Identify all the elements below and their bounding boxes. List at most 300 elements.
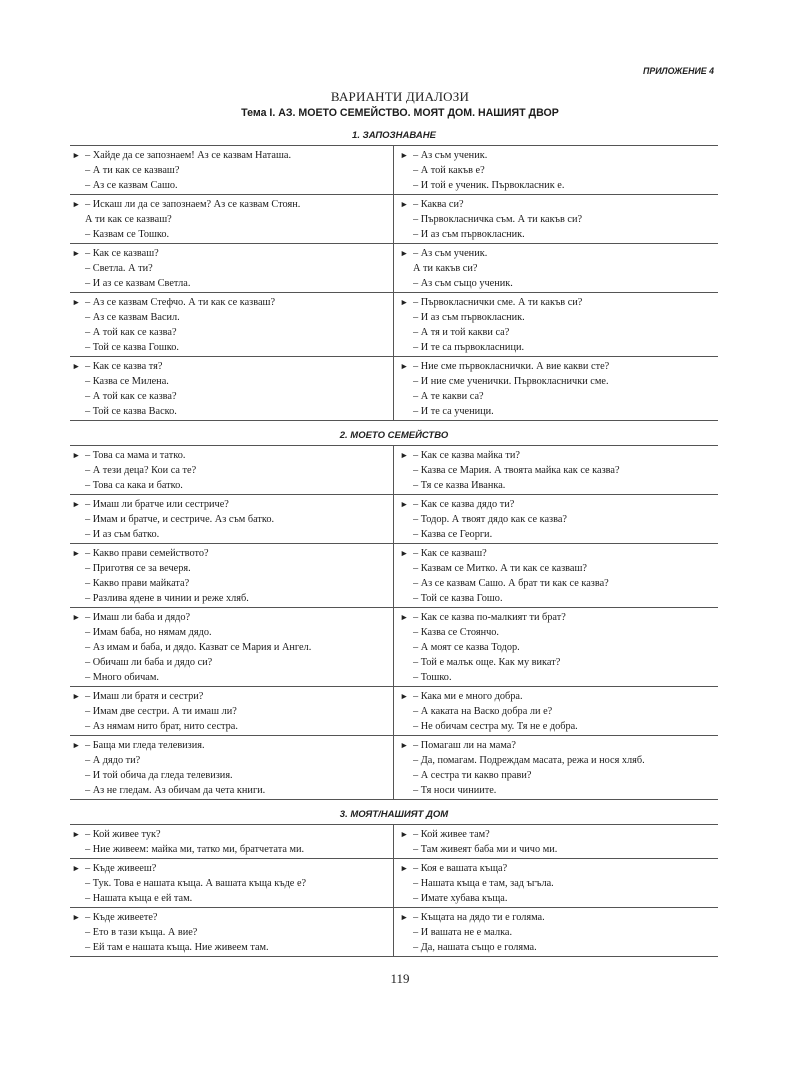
dialogue-line-text: – Кака ми е много добра. [413, 691, 523, 702]
dialogue-line-text: – Казва се Стоянчо. [413, 627, 499, 638]
indent-spacer [400, 389, 413, 404]
dialogue-line-text: – А те какви са? [413, 391, 484, 402]
dialogue-line [400, 389, 715, 404]
indent-spacer [400, 178, 413, 193]
dialogue-line-text: – Аз съм ученик. [413, 150, 488, 161]
dialogue-line-text: – Аз се казвам Сашо. А брат ти как се казва? [413, 578, 609, 589]
dialogue-line [72, 389, 390, 404]
dialogue-line-text: – Казвам се Митко. А ти как се казваш? [413, 563, 587, 574]
dialogue-line-text: – Той се казва Гошко. [85, 342, 179, 353]
dialogue-line [72, 310, 390, 325]
dialogue-line [72, 753, 390, 768]
play-triangle-icon: ► [400, 548, 409, 558]
dialogue-line [400, 576, 715, 591]
indent-spacer [400, 374, 413, 389]
dialogue-line [400, 374, 715, 389]
dialogue-line [72, 738, 390, 753]
dialogue-line-text: – Да, помагам. Подреждам масата, режа и нося хляб. [413, 755, 645, 766]
dialogue-line [400, 768, 715, 783]
dialogue-line-text: – Имаш ли баба и дядо? [85, 612, 191, 623]
dialogue-line-text: – А каката на Васко добра ли е? [413, 706, 553, 717]
dialogue-line [400, 561, 715, 576]
indent-spacer [72, 783, 85, 798]
dialogue-line-text: – Искаш ли да се запознаем? Аз се казвам Стоян. [85, 199, 301, 210]
indent-spacer [400, 891, 413, 906]
dialogue-cell-left [70, 608, 394, 686]
dialogue-line-text: – Там живеят баба ми и чичо ми. [413, 844, 558, 855]
dialogue-line-text: – И той обича да гледа телевизия. [85, 770, 233, 781]
play-triangle-icon: ► [400, 691, 409, 701]
dialogue-line-text: – Имам две сестри. А ти имаш ли? [85, 706, 237, 717]
dialogue-line-text: – Разлива ядене в чинии и реже хляб. [85, 593, 249, 604]
indent-spacer [72, 768, 85, 783]
dialogue-line [400, 325, 715, 340]
indent-spacer [400, 925, 413, 940]
indent-spacer [72, 670, 85, 685]
dialogue-line [400, 827, 715, 842]
play-triangle-icon: ► [72, 199, 81, 209]
dialogue-line-text: А ти какъв си? [413, 263, 478, 274]
play-triangle-icon: ► [400, 199, 409, 209]
dialogue-line-text: – Нашата къща е там, зад ъгъла. [413, 878, 554, 889]
dialogue-line [72, 261, 390, 276]
dialogue-line [400, 227, 715, 242]
dialogue-cell-left [70, 825, 394, 858]
dialogue-line-text: – Тя носи чиниите. [413, 785, 497, 796]
dialogue-line [72, 276, 390, 291]
dialogue-line-text: – Аз имам и баба, и дядо. Казват се Мария и Ангел. [85, 642, 312, 653]
dialogue-line-text: – И ние сме ученички. Първокласнички сме. [413, 376, 609, 387]
dialogue-line-text: – Казва се Милена. [85, 376, 169, 387]
dialogue-cell-right [394, 244, 718, 292]
play-triangle-icon: ► [400, 612, 409, 622]
dialogue-line-text: – Тошко. [413, 672, 452, 683]
dialogue-line [400, 610, 715, 625]
indent-spacer [400, 783, 413, 798]
dialogue-line [400, 640, 715, 655]
dialogue-line-text: – И аз съм батко. [85, 529, 160, 540]
play-triangle-icon: ► [400, 829, 409, 839]
dialogue-line [72, 925, 390, 940]
dialogue-cell-left [70, 446, 394, 494]
dialogue-line [72, 625, 390, 640]
play-triangle-icon: ► [400, 361, 409, 371]
dialogue-cell-left [70, 244, 394, 292]
dialogue-line [72, 359, 390, 374]
dialogue-cell-right [394, 357, 718, 420]
dialogue-cell-right [394, 608, 718, 686]
dialogue-line [72, 827, 390, 842]
dialogue-line-text: – Къде живееш? [85, 863, 157, 874]
dialogue-line-text: – Тук. Това е нашата къща. А вашата къща къде е? [85, 878, 307, 889]
dialogue-cell-right [394, 293, 718, 356]
dialogue-line-text: – Аз не гледам. Аз обичам да чета книги. [85, 785, 266, 796]
dialogue-line-text: – Обичаш ли баба и дядо си? [85, 657, 213, 668]
dialogue-line [72, 463, 390, 478]
dialogue-line [400, 261, 715, 276]
play-triangle-icon: ► [400, 499, 409, 509]
indent-spacer [72, 512, 85, 527]
dialogue-row [70, 736, 718, 800]
dialogue-cell-right [394, 736, 718, 799]
dialogue-line-text: – Ние живеем: майка ми, татко ми, братчетата ми. [85, 844, 305, 855]
indent-spacer [400, 625, 413, 640]
dialogue-row [70, 195, 718, 244]
indent-spacer [400, 876, 413, 891]
indent-spacer [72, 527, 85, 542]
dialogue-line [400, 163, 715, 178]
dialogue-line [72, 719, 390, 734]
dialogue-line [400, 861, 715, 876]
dialogue-line [400, 940, 715, 955]
dialogue-line [400, 295, 715, 310]
indent-spacer [400, 768, 413, 783]
section-title: 2. МОЕТО СЕМЕЙСТВО [70, 427, 718, 446]
indent-spacer [400, 212, 413, 227]
indent-spacer [400, 310, 413, 325]
indent-spacer [400, 163, 413, 178]
indent-spacer [400, 561, 413, 576]
dialogue-row [70, 825, 718, 859]
indent-spacer [400, 404, 413, 419]
dialogue-line-text: – Кой живее тук? [85, 829, 161, 840]
dialogue-line-text: – Имате хубава къща. [413, 893, 508, 904]
theme-title: Тема I. АЗ. МОЕТО СЕМЕЙСТВО. МОЯТ ДОМ. НАШИЯТ ДВОР [241, 107, 559, 119]
dialogue-line-text: – И аз съм първокласник. [413, 312, 525, 323]
indent-spacer [400, 325, 413, 340]
page-number: 119 [390, 971, 410, 986]
play-triangle-icon: ► [72, 361, 81, 371]
dialogue-cell-right [394, 146, 718, 194]
dialogue-cell-left [70, 195, 394, 243]
dialogue-line [72, 768, 390, 783]
dialogue-line-text: – А дядо ти? [85, 755, 141, 766]
dialogue-line-text: – Това са мама и татко. [85, 450, 186, 461]
page-title: ВАРИАНТИ ДИАЛОЗИ [330, 89, 470, 104]
dialogue-cell-right [394, 544, 718, 607]
dialogue-line-text: – Хайде да се запознаем! Аз се казвам Наташа. [85, 150, 292, 161]
play-triangle-icon: ► [72, 150, 81, 160]
indent-spacer [400, 753, 413, 768]
indent-spacer [72, 478, 85, 493]
dialogue-line-text: – И вашата не е малка. [413, 927, 513, 938]
dialogue-line-text: – Да, нашата също е голяма. [413, 942, 537, 953]
dialogue-line [400, 448, 715, 463]
dialogue-line [72, 940, 390, 955]
dialogue-line-text: – Тодор. А твоят дядо как се казва? [413, 514, 567, 525]
dialogue-line [400, 670, 715, 685]
dialogue-line [400, 925, 715, 940]
dialogue-line-text: – Светла. А ти? [85, 263, 153, 274]
play-triangle-icon: ► [400, 248, 409, 258]
indent-spacer [400, 463, 413, 478]
dialogue-line [400, 197, 715, 212]
play-triangle-icon: ► [400, 740, 409, 750]
dialogue-line [400, 246, 715, 261]
dialogue-line [400, 310, 715, 325]
dialogue-cell-left [70, 293, 394, 356]
play-triangle-icon: ► [400, 297, 409, 307]
dialogue-line [72, 178, 390, 193]
dialogue-line-text: – Как се казва по-малкият ти брат? [413, 612, 566, 623]
dialogue-row [70, 608, 718, 687]
dialogue-line-text: – Ей там е нашата къща. Ние живеем там. [85, 942, 269, 953]
dialogue-row [70, 544, 718, 608]
dialogue-line [72, 227, 390, 242]
indent-spacer [400, 704, 413, 719]
dialogue-line-text: – Аз съм ученик. [413, 248, 488, 259]
dialogue-line-text: – Коя е вашата къща? [413, 863, 508, 874]
dialogue-line [400, 591, 715, 606]
indent-spacer [72, 389, 85, 404]
indent-spacer [400, 227, 413, 242]
play-triangle-icon: ► [72, 248, 81, 258]
dialogue-line-text: – И те са ученици. [413, 406, 494, 417]
dialogue-line-text: – Къде живеете? [85, 912, 158, 923]
dialogue-line-text: – Казва се Георги. [413, 529, 493, 540]
dialogue-cell-left [70, 146, 394, 194]
dialogue-line-text: – И аз съм първокласник. [413, 229, 525, 240]
dialogue-line-text: – И аз се казвам Светла. [85, 278, 191, 289]
indent-spacer [72, 719, 85, 734]
play-triangle-icon: ► [400, 450, 409, 460]
dialogue-line [72, 212, 390, 227]
indent-spacer [72, 276, 85, 291]
indent-spacer [72, 591, 85, 606]
dialogue-line [400, 276, 715, 291]
indent-spacer [72, 891, 85, 906]
dialogue-line [72, 325, 390, 340]
dialogue-line [400, 753, 715, 768]
indent-spacer [72, 310, 85, 325]
dialogue-line [72, 689, 390, 704]
dialogue-line [400, 359, 715, 374]
dialogue-line-text: – Не обичам сестра му. Тя не е добра. [413, 721, 578, 732]
dialogue-line-text: – И той е ученик. Първокласник е. [413, 180, 565, 191]
dialogue-line [72, 591, 390, 606]
dialogue-line [400, 704, 715, 719]
dialogue-line [72, 876, 390, 891]
dialogue-line-text: – Аз нямам нито брат, нито сестра. [85, 721, 238, 732]
indent-spacer [72, 340, 85, 355]
dialogue-line-text: – Кой живее там? [413, 829, 490, 840]
dialogue-cell-right [394, 195, 718, 243]
dialogue-row [70, 357, 718, 421]
indent-spacer [72, 227, 85, 242]
dialogue-row [70, 244, 718, 293]
play-triangle-icon: ► [400, 912, 409, 922]
dialogue-line-text: – Той се казва Гошо. [413, 593, 503, 604]
dialogue-row [70, 495, 718, 544]
dialogue-line [400, 625, 715, 640]
dialogue-line [72, 197, 390, 212]
dialogue-line-text: – А той какъв е? [413, 165, 485, 176]
play-triangle-icon: ► [72, 548, 81, 558]
indent-spacer [72, 640, 85, 655]
dialogue-line [400, 910, 715, 925]
dialogue-line-text: – А сестра ти какво прави? [413, 770, 532, 781]
indent-spacer [72, 261, 85, 276]
dialogue-line [72, 861, 390, 876]
dialogue-line [400, 546, 715, 561]
dialogue-line [400, 340, 715, 355]
dialogue-cell-right [394, 495, 718, 543]
dialogue-line-text: – Къщата на дядо ти е голяма. [413, 912, 545, 923]
play-triangle-icon: ► [400, 150, 409, 160]
section-title: 1. ЗАПОЗНАВАНЕ [70, 127, 718, 146]
play-triangle-icon: ► [72, 297, 81, 307]
dialogue-line-text: – Как се казва майка ти? [413, 450, 520, 461]
indent-spacer [400, 655, 413, 670]
indent-spacer [400, 340, 413, 355]
indent-spacer [72, 163, 85, 178]
dialogue-cell-left [70, 495, 394, 543]
dialogue-line [72, 704, 390, 719]
dialogue-line-text: – А той как се казва? [85, 327, 177, 338]
indent-spacer [400, 478, 413, 493]
dialogue-line-text: – Много обичам. [85, 672, 159, 683]
dialogue-cell-left [70, 357, 394, 420]
dialogue-cell-right [394, 859, 718, 907]
dialogue-line-text: – А тези деца? Кои са те? [85, 465, 197, 476]
dialogue-line-text: – И те са първокласници. [413, 342, 525, 353]
dialogue-row [70, 859, 718, 908]
dialogue-line [400, 891, 715, 906]
indent-spacer [72, 374, 85, 389]
dialogue-line [72, 546, 390, 561]
dialogue-line [400, 148, 715, 163]
indent-spacer [72, 404, 85, 419]
dialogue-line [72, 640, 390, 655]
dialogue-line-text: – Каква си? [413, 199, 464, 210]
dialogue-line-text: – А той как се казва? [85, 391, 177, 402]
dialogue-line-text: – Първокласнички сме. А ти какъв си? [413, 297, 583, 308]
indent-spacer [400, 940, 413, 955]
indent-spacer [72, 842, 85, 857]
dialogue-line [400, 876, 715, 891]
dialogue-line-text: – Как се казва тя? [85, 361, 163, 372]
dialogue-line [72, 512, 390, 527]
play-triangle-icon: ► [72, 691, 81, 701]
section-title: 3. МОЯТ/НАШИЯТ ДОМ [70, 806, 718, 825]
dialogue-line [72, 497, 390, 512]
dialogue-line [72, 670, 390, 685]
dialogue-line [72, 404, 390, 419]
play-triangle-icon: ► [72, 912, 81, 922]
dialogue-line-text: – Имам баба, но нямам дядо. [85, 627, 212, 638]
dialogue-line-text: – Приготвя се за вечеря. [85, 563, 191, 574]
dialogue-line [72, 655, 390, 670]
play-triangle-icon: ► [72, 450, 81, 460]
dialogue-line [400, 738, 715, 753]
dialogue-line [72, 561, 390, 576]
indent-spacer [72, 325, 85, 340]
dialogue-line-text: – Имаш ли братя и сестри? [85, 691, 204, 702]
play-triangle-icon: ► [400, 863, 409, 873]
indent-spacer [72, 576, 85, 591]
play-triangle-icon: ► [72, 499, 81, 509]
dialogue-line-text: – А ти как се казваш? [85, 165, 180, 176]
dialogue-line-text: – Аз се казвам Стефчо. А ти как се казваш? [85, 297, 276, 308]
dialogue-line [72, 340, 390, 355]
dialogue-cell-left [70, 544, 394, 607]
dialogue-line [72, 148, 390, 163]
dialogue-cell-right [394, 825, 718, 858]
indent-spacer [72, 212, 85, 227]
dialogues-table [70, 127, 718, 957]
dialogue-line [72, 527, 390, 542]
indent-spacer [400, 670, 413, 685]
dialogue-line [400, 783, 715, 798]
dialogue-line-text: – Той се казва Васко. [85, 406, 177, 417]
play-triangle-icon: ► [72, 612, 81, 622]
dialogue-line-text: – Аз се казвам Сашо. [85, 180, 178, 191]
dialogue-cell-right [394, 908, 718, 956]
dialogue-line-text: – Баща ми гледа телевизия. [85, 740, 205, 751]
indent-spacer [400, 640, 413, 655]
dialogue-line [72, 842, 390, 857]
dialogue-line [400, 478, 715, 493]
play-triangle-icon: ► [72, 740, 81, 750]
dialogue-line-text: – Казвам се Тошко. [85, 229, 170, 240]
dialogue-row [70, 908, 718, 957]
indent-spacer [72, 178, 85, 193]
indent-spacer [400, 842, 413, 857]
dialogue-line-text: – Казва се Мария. А твоята майка как се казва? [413, 465, 620, 476]
dialogue-line [400, 527, 715, 542]
indent-spacer [72, 463, 85, 478]
dialogue-cell-left [70, 687, 394, 735]
dialogue-line-text: – А моят се казва Тодор. [413, 642, 520, 653]
dialogue-line [72, 576, 390, 591]
indent-spacer [72, 753, 85, 768]
dialogue-line-text: – Нашата къща е ей там. [85, 893, 193, 904]
dialogue-line [400, 512, 715, 527]
dialogue-line [72, 374, 390, 389]
dialogue-line [400, 497, 715, 512]
indent-spacer [400, 719, 413, 734]
dialogue-line-text: – Ето в тази къща. А вие? [85, 927, 198, 938]
indent-spacer [400, 512, 413, 527]
indent-spacer [72, 876, 85, 891]
indent-spacer [72, 704, 85, 719]
dialogue-row [70, 293, 718, 357]
dialogue-cell-left [70, 859, 394, 907]
play-triangle-icon: ► [72, 829, 81, 839]
dialogue-line [400, 689, 715, 704]
indent-spacer [72, 940, 85, 955]
dialogue-line-text: – Как се казва дядо ти? [413, 499, 515, 510]
indent-spacer [72, 925, 85, 940]
dialogue-line-text: – Аз се казвам Васил. [85, 312, 180, 323]
indent-spacer [400, 261, 413, 276]
dialogue-line-text: – Ние сме първокласнички. А вие какви сте? [413, 361, 610, 372]
indent-spacer [72, 655, 85, 670]
dialogue-row [70, 146, 718, 195]
dialogue-line [400, 178, 715, 193]
dialogue-line [72, 910, 390, 925]
dialogue-line [400, 212, 715, 227]
dialogue-line [72, 163, 390, 178]
dialogue-line-text: – Какво прави семейството? [85, 548, 209, 559]
dialogue-line [400, 842, 715, 857]
dialogue-line-text: – А тя и той какви са? [413, 327, 510, 338]
indent-spacer [400, 591, 413, 606]
dialogue-line-text: – Той е малък още. Как му викат? [413, 657, 561, 668]
dialogue-line [400, 719, 715, 734]
dialogue-line-text: – Имам и братче, и сестриче. Аз съм батко. [85, 514, 275, 525]
indent-spacer [72, 561, 85, 576]
